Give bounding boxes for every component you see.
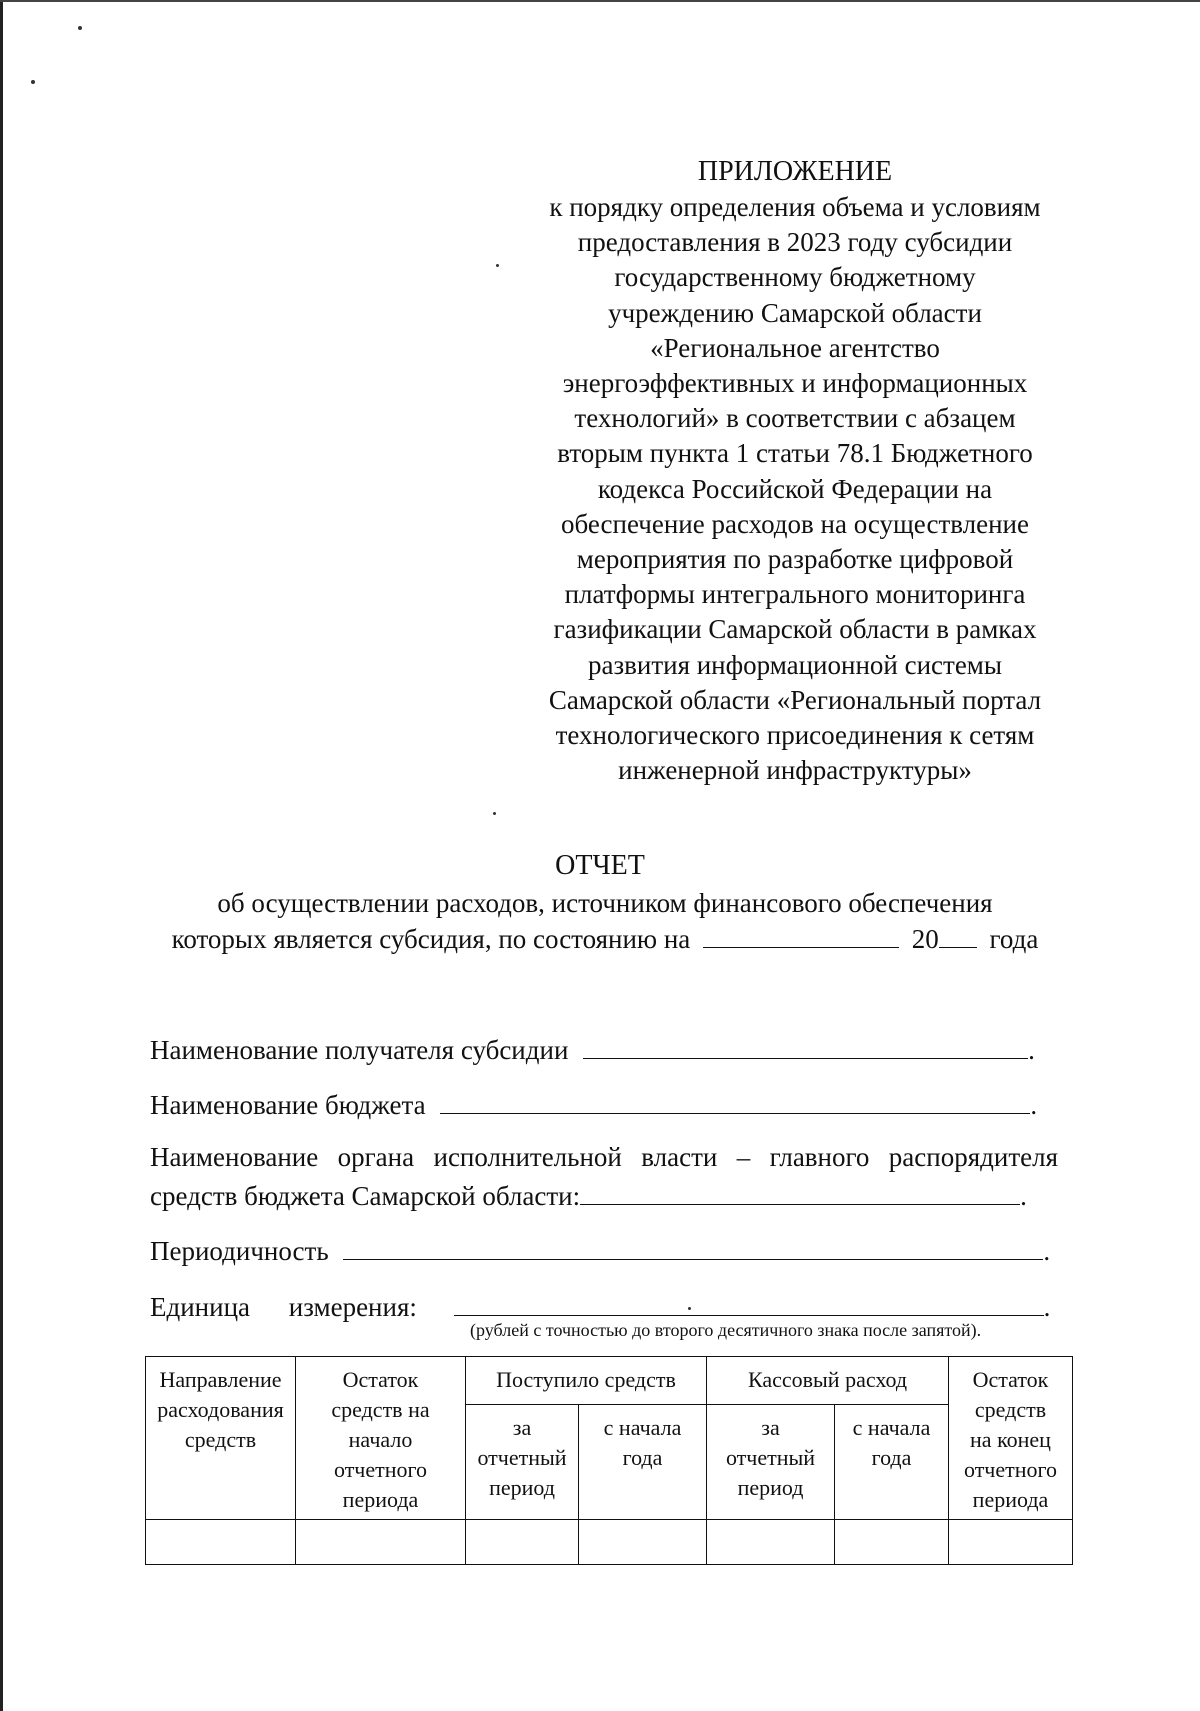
recipient-field	[150, 1030, 1058, 1068]
report-subtitle-prefix: которых является субсидия, по состоянию на	[171, 924, 691, 954]
group-header-cash: Кассовый расход	[707, 1357, 949, 1405]
unit-input-line[interactable]	[454, 1287, 1044, 1316]
report-year-blank[interactable]	[939, 921, 977, 948]
table-cell[interactable]	[466, 1520, 579, 1565]
appendix-line: кодекса Российской Федерации на	[597, 473, 993, 504]
appendix-line: технологического присоединения к сетям	[555, 720, 1035, 751]
report-year-prefix: 20	[911, 924, 939, 954]
scan-speck	[78, 26, 82, 30]
col-header-direction: Направление расходования средств	[146, 1357, 296, 1520]
appendix-line: к порядку определения объема и условиям	[549, 192, 1041, 222]
appendix-line: предоставления в 2023 году субсидии	[577, 227, 1013, 258]
appendix-line: «Региональное агентство	[650, 332, 940, 363]
table-row	[146, 1520, 1073, 1565]
appendix-line: Самарской области «Региональный портал	[548, 684, 1042, 715]
budget-label: Наименование бюджета	[150, 1090, 426, 1120]
report-title: ОТЧЕТ	[555, 850, 645, 881]
report-subtitle-line2	[140, 921, 1070, 957]
authority-label-line2: средств бюджета Самарской области:	[150, 1181, 581, 1211]
authority-label-line1: Наименование органа исполнительной власти – главного распорядителя	[150, 1142, 1058, 1172]
periodicity-label: Периодичность	[150, 1236, 329, 1266]
field-end-dot: .	[1020, 1181, 1027, 1211]
appendix-line: развития информационной системы	[587, 649, 1003, 680]
field-end-dot: .	[1043, 1292, 1051, 1322]
appendix-block	[520, 154, 1070, 788]
subheader-received-ytd: с начала года	[579, 1405, 707, 1520]
authority-field	[150, 1176, 1058, 1214]
subheader-received-period: за отчетный период	[466, 1405, 579, 1520]
authority-input-line[interactable]	[580, 1176, 1020, 1205]
unit-label-word2: измерения:	[288, 1292, 417, 1322]
table-cell[interactable]	[146, 1520, 296, 1565]
budget-input-line[interactable]	[440, 1085, 1030, 1114]
field-end-dot: .	[1028, 1035, 1035, 1065]
unit-label-word1: Единица	[150, 1292, 251, 1322]
unit-note: (рублей с точностью до второго десятичного знака после запятой).	[470, 1320, 982, 1340]
appendix-line: вторым пункта 1 статьи 78.1 Бюджетного	[557, 438, 1033, 469]
table-cell[interactable]	[835, 1520, 949, 1565]
appendix-line: энергоэффективных и информационных	[562, 368, 1028, 399]
col-header-balance-start: Остаток средств на начало отчетного периода	[296, 1357, 466, 1520]
periodicity-field	[150, 1231, 1058, 1269]
budget-field	[150, 1085, 1058, 1123]
report-table	[145, 1356, 1073, 1565]
report-subtitle-line1: об осуществлении расходов, источником финансового обеспечения	[217, 888, 993, 918]
appendix-line: учреждению Самарской области	[608, 297, 982, 328]
field-end-dot: .	[1043, 1236, 1051, 1266]
scan-speck	[31, 80, 35, 84]
table-cell[interactable]	[579, 1520, 707, 1565]
report-date-blank[interactable]	[703, 921, 899, 948]
table-cell[interactable]	[296, 1520, 466, 1565]
scan-speck	[496, 264, 499, 267]
recipient-input-line[interactable]	[583, 1030, 1028, 1059]
periodicity-input-line[interactable]	[343, 1231, 1043, 1260]
table-cell[interactable]	[949, 1520, 1073, 1565]
appendix-line: мероприятия по разработке цифровой	[576, 544, 1014, 575]
appendix-line: инженерной инфраструктуры»	[618, 755, 972, 786]
appendix-line: обеспечение расходов на осуществление	[561, 508, 1029, 539]
group-header-received: Поступило средств	[466, 1357, 707, 1405]
scan-edge-top	[0, 0, 1200, 2]
subheader-cash-period: за отчетный период	[707, 1405, 835, 1520]
subheader-cash-ytd: с начала года	[835, 1405, 949, 1520]
report-year-suffix: года	[989, 924, 1039, 954]
appendix-line: технологий» в соответствии с абзацем	[574, 403, 1016, 434]
recipient-label: Наименование получателя субсидии	[150, 1035, 569, 1065]
appendix-line: государственному бюджетному	[614, 262, 976, 293]
field-end-dot: .	[1030, 1090, 1038, 1120]
appendix-line: платформы интегрального мониторинга	[564, 579, 1026, 610]
scan-speck	[493, 812, 496, 815]
col-header-balance-end: Остаток средств на конец отчетного периода	[949, 1357, 1073, 1520]
appendix-line: газификации Самарской области в рамках	[553, 614, 1037, 645]
table-cell[interactable]	[707, 1520, 835, 1565]
appendix-title: ПРИЛОЖЕНИЕ	[697, 156, 893, 187]
